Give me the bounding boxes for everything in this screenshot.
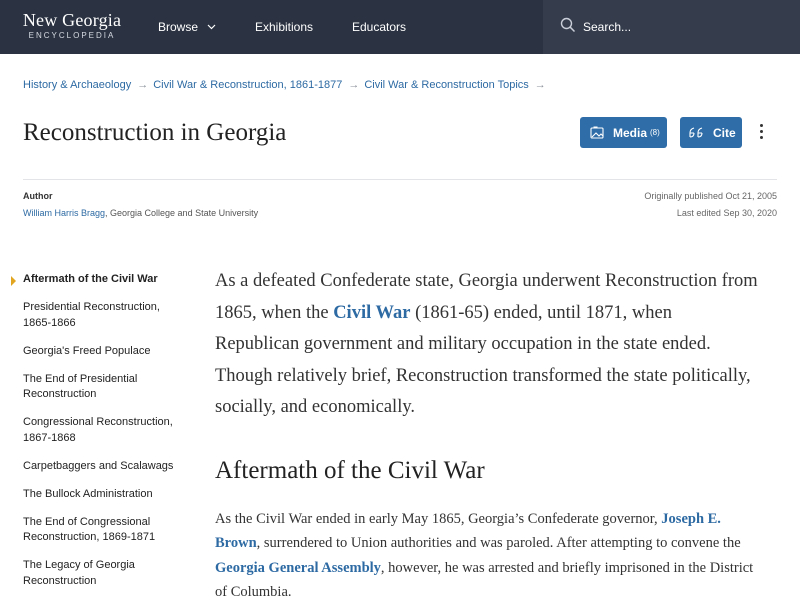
author-name-link[interactable]: William Harris Bragg bbox=[23, 208, 106, 218]
article-body bbox=[215, 266, 760, 600]
toc-item-label: The End of Presidential Reconstruction bbox=[23, 372, 138, 400]
toc-item-label: Presidential Reconstruction, 1865-1866 bbox=[23, 301, 160, 329]
lead-paragraph bbox=[215, 266, 760, 424]
section-heading: Aftermath of the Civil War bbox=[215, 456, 485, 484]
nav-educators[interactable]: Educators bbox=[352, 20, 407, 34]
breadcrumb-history-archaeology[interactable]: History & Archaeology bbox=[23, 79, 132, 91]
media-button[interactable] bbox=[580, 117, 667, 148]
arrow-right-icon: → bbox=[137, 79, 149, 91]
breadcrumb-civil-war-reconstruction[interactable]: Civil War & Reconstruction, 1861-1877 bbox=[153, 79, 343, 91]
author-affiliation: , Georgia College and State University bbox=[105, 208, 259, 218]
author-line bbox=[23, 208, 258, 218]
media-count: (8) bbox=[650, 128, 660, 137]
toc-item-label: Carpetbaggers and Scalawags bbox=[23, 459, 174, 472]
joseph-brown-link[interactable]: Joseph E. Brown bbox=[215, 510, 721, 551]
table-of-contents bbox=[0, 272, 190, 589]
toc-item-legacy[interactable] bbox=[0, 558, 190, 589]
logo-main-text: New Georgia bbox=[22, 10, 122, 30]
toc-item-freed-populace[interactable] bbox=[0, 344, 190, 360]
body-text: , surrendered to Union authorities and was paroled. After attempting to convene the bbox=[256, 535, 741, 551]
arrow-right-icon: → bbox=[534, 79, 546, 91]
toc-item-label: The Bullock Administration bbox=[23, 487, 153, 500]
page-title: Reconstruction in Georgia bbox=[23, 119, 287, 146]
toc-item-presidential-reconstruction[interactable] bbox=[0, 300, 190, 331]
divider bbox=[23, 179, 777, 180]
chevron-down-icon bbox=[207, 24, 216, 30]
toc-item-bullock-administration[interactable] bbox=[0, 487, 190, 503]
nav-browse[interactable] bbox=[158, 20, 216, 34]
toc-item-label: Georgia's Freed Populace bbox=[23, 344, 151, 357]
search-icon[interactable] bbox=[560, 17, 576, 33]
toc-item-carpetbaggers[interactable] bbox=[0, 459, 190, 475]
logo-sub-text: ENCYCLOPEDIA bbox=[28, 31, 116, 40]
body-paragraph bbox=[215, 507, 760, 600]
published-date: Originally published Oct 21, 2005 bbox=[644, 191, 777, 201]
cite-button[interactable] bbox=[680, 117, 742, 148]
georgia-general-assembly-link[interactable]: Georgia General Assembly bbox=[215, 559, 381, 576]
author-label: Author bbox=[23, 191, 53, 201]
edited-date: Last edited Sep 30, 2020 bbox=[676, 208, 777, 218]
breadcrumb bbox=[23, 78, 551, 92]
toc-item-label: The Legacy of Georgia Reconstruction bbox=[23, 559, 135, 587]
quote-icon bbox=[689, 127, 704, 138]
lead-text: (1861-65) ended, until 1871, when Republican government and military occupation in the state ended. Though relatively brief, Reconstruction transformed the state politically, socially, and economically. bbox=[215, 302, 751, 417]
breadcrumb-topics[interactable]: Civil War & Reconstruction Topics bbox=[364, 79, 529, 91]
cite-button-label: Cite bbox=[713, 125, 736, 140]
top-nav bbox=[0, 0, 800, 54]
kebab-menu-icon[interactable] bbox=[754, 122, 768, 142]
body-text: As the Civil War ended in early May 1865, Georgia’s Confederate governor, bbox=[215, 510, 662, 527]
search-input[interactable] bbox=[583, 18, 783, 36]
image-icon bbox=[590, 126, 604, 139]
lead-text: As a defeated Confederate state, Georgia underwent Reconstruction from 1865, when the bbox=[215, 271, 758, 323]
site-logo[interactable] bbox=[22, 10, 122, 41]
toc-item-label: Aftermath of the Civil War bbox=[23, 273, 158, 285]
media-button-label: Media bbox=[613, 125, 648, 140]
toc-item-end-congressional[interactable] bbox=[0, 515, 190, 546]
toc-item-label: Congressional Reconstruction, 1867-1868 bbox=[23, 416, 173, 444]
search-bar bbox=[543, 0, 800, 54]
civil-war-link[interactable]: Civil War bbox=[333, 302, 411, 323]
triangle-marker-icon bbox=[11, 276, 16, 286]
nav-exhibitions[interactable]: Exhibitions bbox=[255, 20, 314, 34]
body-text: , however, he was arrested and briefly imprisoned in the District of Columbia. bbox=[215, 559, 754, 600]
toc-item-congressional-reconstruction[interactable] bbox=[0, 415, 190, 446]
nav-browse-label: Browse bbox=[158, 20, 199, 34]
toc-item-label: The End of Congressional Reconstruction, 1869-1871 bbox=[23, 515, 156, 543]
toc-item-aftermath[interactable] bbox=[0, 272, 190, 288]
toc-item-end-presidential[interactable] bbox=[0, 372, 190, 403]
arrow-right-icon: → bbox=[348, 79, 360, 91]
